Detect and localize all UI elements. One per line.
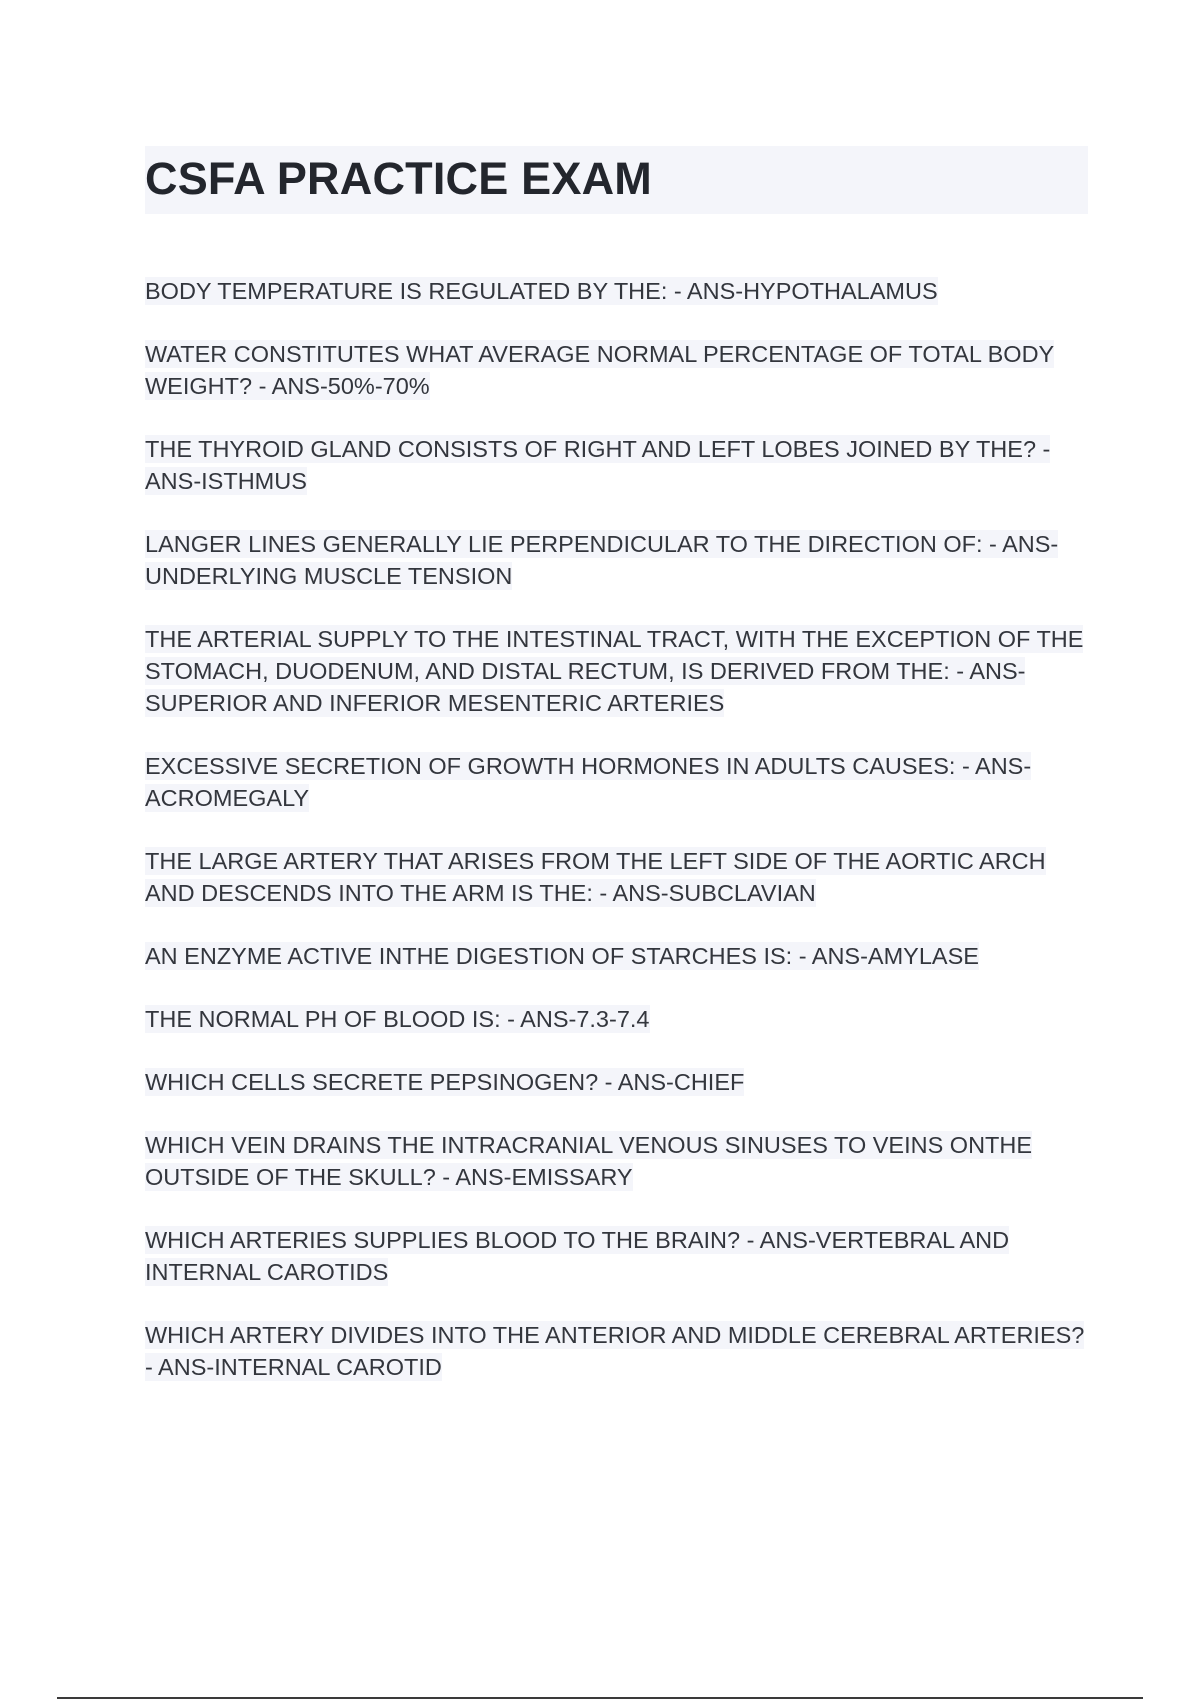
question-text: THE ARTERIAL SUPPLY TO THE INTESTINAL TRACT, WITH THE EXCEPTION OF THE STOMACH, DUODENUM, AND DISTAL RECTUM, IS DERIVED FROM THE: - ANS-SUPERIOR AND INFERIOR MESENTERIC ARTERIES <box>145 626 1084 716</box>
question-text: LANGER LINES GENERALLY LIE PERPENDICULAR TO THE DIRECTION OF: - ANS-UNDERLYING MUSCLE TENSION <box>145 531 1059 589</box>
question-text: WHICH ARTERIES SUPPLIES BLOOD TO THE BRAIN? - ANS-VERTEBRAL AND INTERNAL CAROTIDS <box>145 1227 1010 1285</box>
question-text: WHICH VEIN DRAINS THE INTRACRANIAL VENOUS SINUSES TO VEINS ONTHE OUTSIDE OF THE SKULL? - ANS-EMISSARY <box>145 1132 1033 1190</box>
question-text: EXCESSIVE SECRETION OF GROWTH HORMONES IN ADULTS CAUSES: - ANS-ACROMEGALY <box>145 753 1032 811</box>
question-item <box>145 1319 1090 1383</box>
question-text: AN ENZYME ACTIVE INTHE DIGESTION OF STARCHES IS: - ANS-AMYLASE <box>145 943 979 969</box>
question-list <box>145 275 1090 1414</box>
question-text: WHICH CELLS SECRETE PEPSINOGEN? - ANS-CHIEF <box>145 1069 745 1095</box>
question-item <box>145 1129 1090 1193</box>
question-item <box>145 1003 1090 1035</box>
page-title: CSFA PRACTICE EXAM <box>145 153 652 204</box>
question-item <box>145 750 1090 814</box>
question-text: BODY TEMPERATURE IS REGULATED BY THE: - ANS-HYPOTHALAMUS <box>145 278 938 304</box>
question-text: THE THYROID GLAND CONSISTS OF RIGHT AND LEFT LOBES JOINED BY THE? - ANS-ISTHMUS <box>145 436 1051 494</box>
question-item <box>145 528 1090 592</box>
question-text: WATER CONSTITUTES WHAT AVERAGE NORMAL PERCENTAGE OF TOTAL BODY WEIGHT? - ANS-50%-70% <box>145 341 1055 399</box>
question-item <box>145 433 1090 497</box>
footer-divider <box>57 1697 1143 1699</box>
question-item <box>145 940 1090 972</box>
question-item <box>145 623 1090 719</box>
title-block <box>145 146 1088 214</box>
question-item <box>145 845 1090 909</box>
question-text: WHICH ARTERY DIVIDES INTO THE ANTERIOR AND MIDDLE CEREBRAL ARTERIES? - ANS-INTERNAL CAROTID <box>145 1322 1085 1380</box>
question-text: THE NORMAL PH OF BLOOD IS: - ANS-7.3-7.4 <box>145 1006 650 1032</box>
question-item <box>145 338 1090 402</box>
question-text: THE LARGE ARTERY THAT ARISES FROM THE LEFT SIDE OF THE AORTIC ARCH AND DESCENDS INTO THE ARM IS THE: - ANS-SUBCLAVIAN <box>145 848 1046 906</box>
question-item <box>145 275 1090 307</box>
question-item <box>145 1224 1090 1288</box>
question-item <box>145 1066 1090 1098</box>
